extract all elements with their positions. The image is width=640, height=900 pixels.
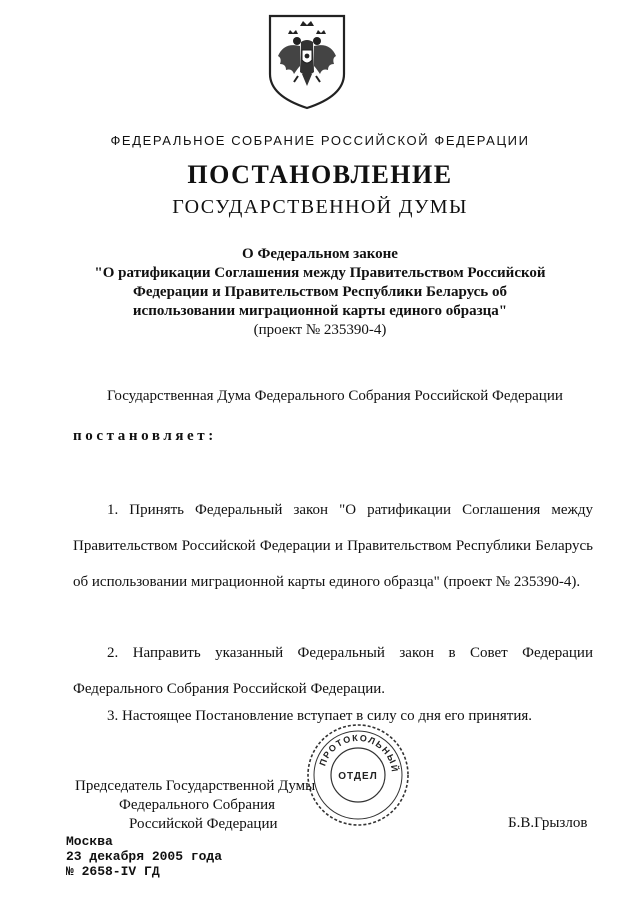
resolution-item-2: 2. Направить указанный Федеральный закон в Совет Федерации Федерального Собрания Российской Федерации. [73,645,593,697]
resolution-item-1: 1. Принять Федеральный закон "О ратификации Соглашения между Правительством Российской Федерации и Правительством Республики Беларусь об использовании миграционной карты единого образца" (проект № 235390-4). [73,502,593,590]
stamp-ring-text: ПРОТОКОЛЬНЫЙ [317,732,401,774]
signature-title-line-1: Председатель Государственной Думы [75,778,316,794]
document-type-title: ПОСТАНОВЛЕНИЕ [187,160,453,189]
signature-block [75,777,315,834]
svg-text:ПРОТОКОЛЬНЫЙ [317,733,401,774]
subject-line-1: О Федеральном законе [242,246,398,262]
document-issuer: ГОСУДАРСТВЕННОЙ ДУМЫ [172,196,468,218]
document-subject [0,245,640,340]
coat-of-arms-emblem [264,12,350,112]
signer-name: Б.В.Грызлов [508,815,588,831]
footer-city: Москва [66,834,113,849]
subject-line-2: "О ратификации Соглашения между Правительством Российской [94,265,546,281]
resolution-item-3: 3. Настоящее Постановление вступает в силу со дня его принятия. [107,708,533,724]
organization-header: ФЕДЕРАЛЬНОЕ СОБРАНИЕ РОССИЙСКОЙ ФЕДЕРАЦИИ [110,133,530,148]
footer-number: № 2658-IV ГД [66,864,160,879]
protocol-department-stamp [305,722,411,828]
stamp-center-text: ОТДЕЛ [338,771,378,782]
subject-line-4: использовании миграционной карты единого образца" [132,303,508,319]
signature-title-line-2: Федерального Собрания [119,797,276,813]
subject-line-3: Федерации и Правительством Республики Беларусь об [133,284,507,300]
intro-paragraph: Государственная Дума Федерального Собрания Российской Федерации [107,388,563,404]
resolves-word: постановляет: [73,428,217,444]
document-footer [66,834,222,879]
signature-title-line-3: Российской Федерации [129,816,278,832]
footer-date: 23 декабря 2005 года [66,849,223,864]
project-number: (проект № 235390-4) [253,322,387,338]
